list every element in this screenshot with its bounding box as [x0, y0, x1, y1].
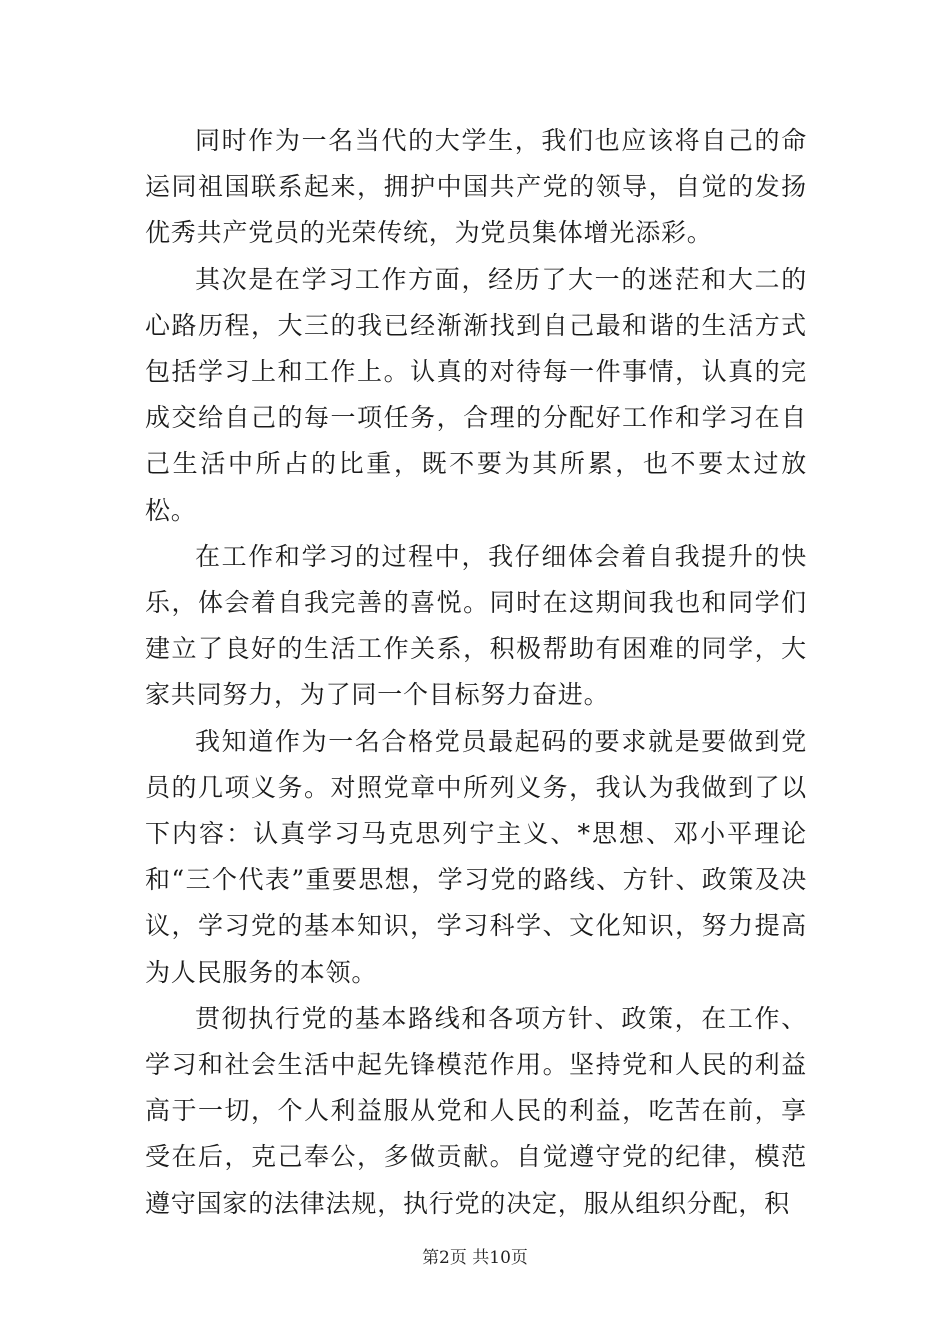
document-body — [145, 118, 807, 1227]
paragraph-4: 我知道作为一名合格党员最起码的要求就是要做到党员的几项义务。对照党章中所列义务，我认为我做到了以下内容：认真学习马克思列宁主义、*思想、邓小平理论和“三个代表”重要思想，学习党的路线、方针、政策及决议，学习党的基本知识，学习科学、文化知识，努力提高为人民服务的本领。 — [145, 726, 807, 987]
paragraph-2: 其次是在学习工作方面，经历了大一的迷茫和大二的心路历程，大三的我已经渐渐找到自己最和谐的生活方式包括学习上和工作上。认真的对待每一件事情，认真的完成交给自己的每一项任务，合理的分配好工作和学习在自己生活中所占的比重，既不要为其所累，也不要太过放松。 — [145, 264, 807, 525]
paragraph-3: 在工作和学习的过程中，我仔细体会着自我提升的快乐，体会着自我完善的喜悦。同时在这期间我也和同学们建立了良好的生活工作关系，积极帮助有困难的同学，大家共同努力，为了同一个目标努力奋进。 — [145, 541, 807, 710]
paragraph-1: 同时作为一名当代的大学生，我们也应该将自己的命运同祖国联系起来，拥护中国共产党的领导，自觉的发扬优秀共产党员的光荣传统，为党员集体增光添彩。 — [145, 126, 807, 248]
page-footer: 第2页 共10页 — [422, 1248, 528, 1268]
paragraph-5: 贯彻执行党的基本路线和各项方针、政策，在工作、学习和社会生活中起先锋模范作用。坚持党和人民的利益高于一切，个人利益服从党和人民的利益，吃苦在前，享受在后，克己奉公，多做贡献。自觉遵守党的纪律，模范遵守国家的法律法规，执行党的决定，服从组织分配，积 — [145, 1003, 807, 1218]
